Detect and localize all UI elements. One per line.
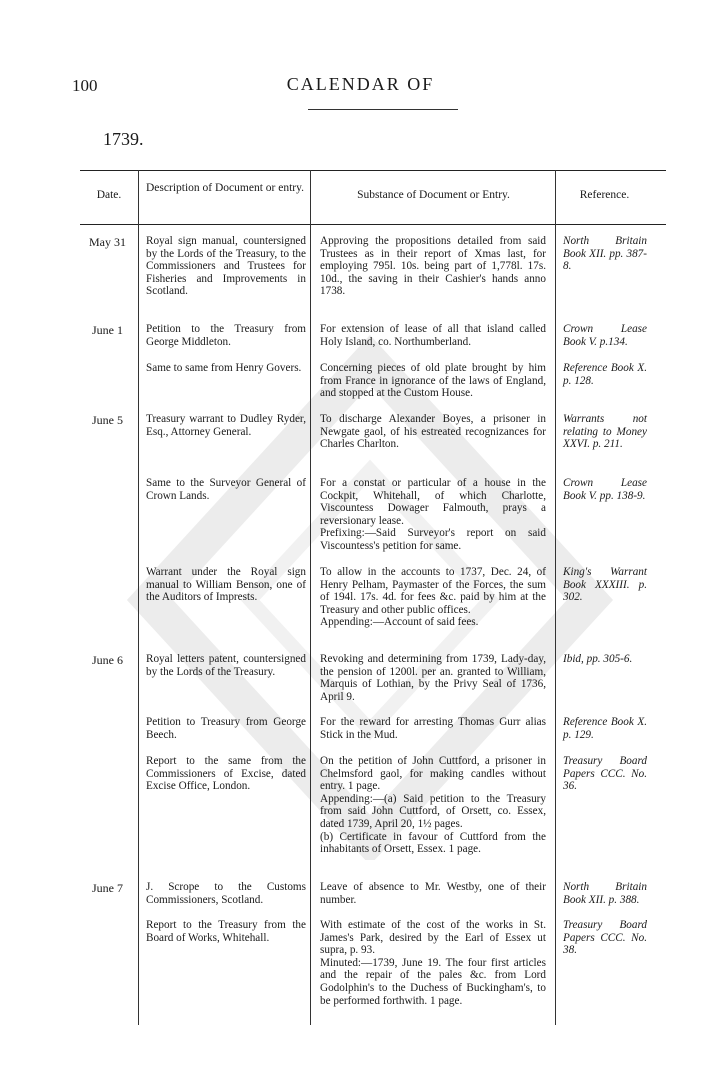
entry-reference: King's Warrant Book XXXIII. p. 302.: [563, 566, 647, 604]
entry-substance-text: For a constat or particular of a house in the Cockpit, Whitehall, of which Charlotte, Viscountess Dowager Falmouth, prays a reversionary lease.: [320, 477, 546, 527]
page-number: 100: [72, 76, 98, 95]
entry-substance: [320, 755, 546, 856]
entry-substance: [320, 566, 546, 629]
entry-reference: Ibid, pp. 305-6.: [563, 653, 633, 665]
entry-appendix: Appending:—Account of said fees.: [320, 616, 479, 629]
entry-substance: Revoking and determining from 1739, Lady-day, the pension of 1200l. per an. granted to William, Marquis of Lothian, by the Privy Seal of 1736, April 9.: [320, 653, 546, 703]
entry-appendix: (b) Certificate in favour of Cuttford from the inhabitants of Orsett, Essex. 1 page.: [320, 830, 546, 856]
entry-description: Warrant under the Royal sign manual to William Benson, one of the Auditors of Imprests.: [146, 566, 306, 604]
column-divider: [138, 170, 139, 1025]
entry-substance: To discharge Alexander Boyes, a prisoner in Newgate gaol, of his estreated recognizances for Charles Charlton.: [320, 413, 546, 451]
column-header-date: Date.: [96, 189, 122, 201]
entry-description: Treasury warrant to Dudley Ryder, Esq., Attorney General.: [146, 413, 306, 438]
entry-substance: For the reward for arresting Thomas Gurr alias Stick in the Mud.: [320, 716, 546, 741]
entry-substance-text: With estimate of the cost of the works in St. James's Park, desired by the Earl of Essex ut supra, p. 93.: [320, 919, 546, 957]
entry-substance: For extension of lease of all that island called Holy Island, co. Northumberland.: [320, 323, 546, 348]
entry-description: Same to same from Henry Govers.: [146, 362, 302, 374]
entry-description: Report to the same from the Commissioners of Excise, dated Excise Office, London.: [146, 755, 306, 793]
entry-date: May 31: [89, 235, 126, 249]
entry-appendix: Minuted:—1739, June 19. The four first articles and the repair of the pales &c. from Lord Godolphin's to the Duchess of Buckingham's, to be performed forthwith. 1 page.: [320, 956, 546, 1007]
entry-date: June 1: [92, 323, 123, 337]
entry-reference: Crown Lease Book V. p.134.: [563, 323, 647, 348]
entry-reference: Crown Lease Book V. pp. 138-9.: [563, 477, 647, 502]
column-header-reference: Reference.: [579, 189, 630, 201]
table-top-rule: [80, 170, 666, 171]
entry-date: June 6: [92, 653, 123, 667]
entry-reference: Reference Book X. p. 128.: [563, 362, 647, 387]
entry-description: J. Scrope to the Customs Commissioners, Scotland.: [146, 881, 306, 906]
entry-substance: Approving the propositions detailed from said Trustees as in their report of Xmas last, for employing 795l. 10s. being part of 1,778l. 17s. 10d., the saving in their Cashier's hands anno 1738.: [320, 235, 546, 298]
entry-description: Same to the Surveyor General of Crown Lands.: [146, 477, 306, 502]
entry-substance-text: To allow in the accounts to 1737, Dec. 24, of Henry Pelham, Paymaster of the Forces, the sum of 194l. 17s. 4d. for fees &c. paid by him at the Treasury and other public offices.: [320, 566, 546, 616]
entry-substance-text: On the petition of John Cuttford, a prisoner in Chelmsford gaol, for making candles without entry. 1 page.: [320, 755, 546, 793]
entry-substance: Concerning pieces of old plate brought by him from France in ignorance of the laws of England, and stopped at the Custom House.: [320, 362, 546, 400]
entry-reference: Reference Book X. p. 129.: [563, 716, 647, 741]
entry-appendix: Prefixing:—Said Surveyor's report on said Viscountess's petition for same.: [320, 527, 546, 552]
title-rule: [308, 109, 458, 110]
entry-substance: Leave of absence to Mr. Westby, one of their number.: [320, 881, 546, 906]
entry-substance: [320, 477, 546, 553]
running-title: CALENDAR OF: [286, 74, 435, 94]
entry-reference: Warrants not relating to Money XXVI. p. 211.: [563, 413, 647, 451]
entry-date: June 7: [92, 881, 123, 895]
entry-reference: Treasury Board Papers CCC. No. 38.: [563, 919, 647, 957]
column-header-substance: Substance of Document or Entry.: [357, 189, 510, 201]
column-divider: [555, 170, 556, 1025]
column-divider: [310, 170, 311, 1025]
entry-date: June 5: [92, 413, 123, 427]
entry-description: Petition to Treasury from George Beech.: [146, 716, 306, 741]
entry-reference: North Britain Book XII. p. 388.: [563, 881, 647, 906]
column-header-description: Description of Document or entry.: [146, 182, 304, 194]
entry-reference: Treasury Board Papers CCC. No. 36.: [563, 755, 647, 793]
entry-description: Petition to the Treasury from George Middleton.: [146, 323, 306, 348]
table-header-rule: [80, 224, 666, 225]
entry-description: Royal sign manual, countersigned by the Lords of the Treasury, to the Commissioners and Trustees for Fisheries and Improvements in Scotland.: [146, 235, 306, 298]
entry-description: Royal letters patent, countersigned by the Lords of the Treasury.: [146, 653, 306, 678]
year-heading: 1739.: [103, 129, 144, 149]
entry-appendix: Appending:—(a) Said petition to the Treasury from said John Cuttford, of Orsett, co. Essex, dated 1739, April 20, 1½ pages.: [320, 792, 546, 830]
entry-description: Report to the Treasury from the Board of Works, Whitehall.: [146, 919, 306, 944]
entry-substance: [320, 919, 546, 1007]
entry-reference: North Britain Book XII. pp. 387-8.: [563, 235, 647, 273]
